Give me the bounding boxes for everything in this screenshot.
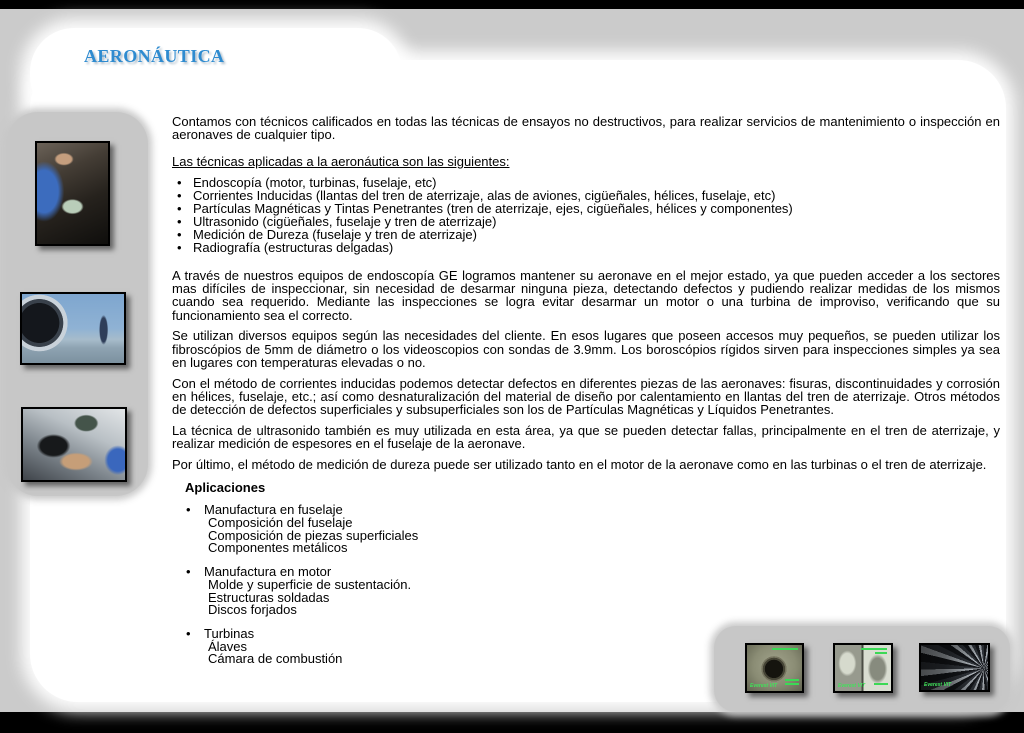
body-paragraph: La técnica de ultrasonido también es muy utilizada en esta área, ya que se pueden detectar fallas, principalmente en el tren de aterrizaje, y realizar medición de espesores en el fuselaje de la aeronave. <box>172 422 1000 452</box>
body-paragraph: Por último, el método de medición de dureza puede ser utilizado tanto en el motor de la aeronave como en las turbinas o el tren de aterrizaje. <box>172 456 987 472</box>
green-annotation-line <box>785 683 799 685</box>
application-sub-item: Composición del fuselaje <box>208 515 353 531</box>
technique-item: • Medición de Dureza (fuselaje y tren de aterrizaje) <box>172 229 1000 242</box>
page-title: AERONÁUTICA <box>84 46 225 66</box>
application-group-label: • Manufactura en motor <box>185 566 1000 579</box>
applications-heading: Aplicaciones <box>185 479 266 495</box>
technique-item: • Radiografía (estructuras delgadas) <box>172 242 1000 255</box>
top-black-bar <box>0 0 1024 9</box>
everest-vit-watermark: Everest VIT <box>750 683 778 689</box>
jet-engine-inspection-photo <box>20 292 126 365</box>
application-group <box>185 625 1000 667</box>
application-group-label: • Manufactura en fuselaje <box>185 504 1000 517</box>
everest-vit-watermark: Everest VIT <box>838 683 866 689</box>
application-sub-item: Componentes metálicos <box>208 540 348 556</box>
application-group <box>185 504 1000 555</box>
application-group-label: • Turbinas <box>185 628 1000 641</box>
handheld-videoscope-photo <box>21 407 127 482</box>
application-sub-item: Molde y superficie de sustentación. <box>208 576 412 592</box>
application-sub-item: Estructuras soldadas <box>208 589 330 605</box>
green-annotation-line <box>874 683 888 685</box>
technique-item: • Endoscopía (motor, turbinas, fuselaje, etc) <box>172 177 1000 190</box>
green-annotation-line <box>785 679 799 681</box>
bottom-black-bar <box>0 712 1024 733</box>
application-group <box>185 566 1000 617</box>
techniques-list <box>172 177 1000 254</box>
technique-item: • Corrientes Inducidas (llantas del tren de aterrizaje, alas de aviones, cigüeñales, hélices, fuselaje, etc) <box>172 190 1000 203</box>
body-paragraph: Se utilizan diversos equipos según las necesidades del cliente. En esos lugares que poseen accesos muy pequeños, se pueden utilizar los fibroscópios de 5mm de diámetro o los videoscopios con sondas de 3.9mm. Los boroscópios rígidos sirven para inspecciones simples ya sea en lugares con temperaturas elevadas o no. <box>172 328 1000 371</box>
applications-section <box>185 481 1000 666</box>
technique-item: • Ultrasonido (cigüeñales, fuselaje y tren de aterrizaje) <box>172 216 1000 229</box>
application-sub-item: Composición de piezas superficiales <box>208 527 419 543</box>
technique-item: • Partículas Magnéticas y Tintas Penetrantes (tren de aterrizaje, ejes, cigüeñales, hélices y componentes) <box>172 203 1000 216</box>
application-sub-item: Cámara de combustión <box>208 651 343 667</box>
body-paragraph: Con el método de corrientes inducidas podemos detectar defectos en diferentes piezas de las aeronaves: fisuras, discontinuidades y corrosión en hélices, fuselaje, etc.; así como desnaturalización del material de diseño por calentamiento en llantas del tren de aterrizaje. Otros métodos de detección de defectos superficiales y subsuperficiales son los de Partículas Magnéticas y Líquidos Penetrantes. <box>172 375 1000 418</box>
main-content <box>172 115 1000 677</box>
techniques-heading: Las técnicas aplicadas a la aeronáutica son las siguientes: <box>172 153 510 169</box>
application-sub-item: Álaves <box>208 638 248 654</box>
application-sub-item: Discos forjados <box>208 602 297 618</box>
technician-borescope-engine-photo <box>35 141 110 246</box>
intro-paragraph: Contamos con técnicos calificados en todas las técnicas de ensayos no destructivos, para realizar servicios de mantenimiento o inspección en aeronaves de cualquier tipo. <box>172 114 1000 143</box>
body-paragraph: A través de nuestros equipos de endoscopía GE logramos mantener su aeronave en el mejor estado, ya que pueden acceder a los sectores mas difíciles de inspeccionar, sin necesidad de desarmar ninguna pieza, detectando defectos y pudiendo realizar medidas de los mismos cuando sea requerido. Mediante las inspecciones se logra evitar desarmar un motor o una turbina de improviso, verificando que su funcionamiento sea el correcto. <box>172 267 1000 323</box>
everest-vit-watermark: Everest VIT <box>924 682 952 688</box>
